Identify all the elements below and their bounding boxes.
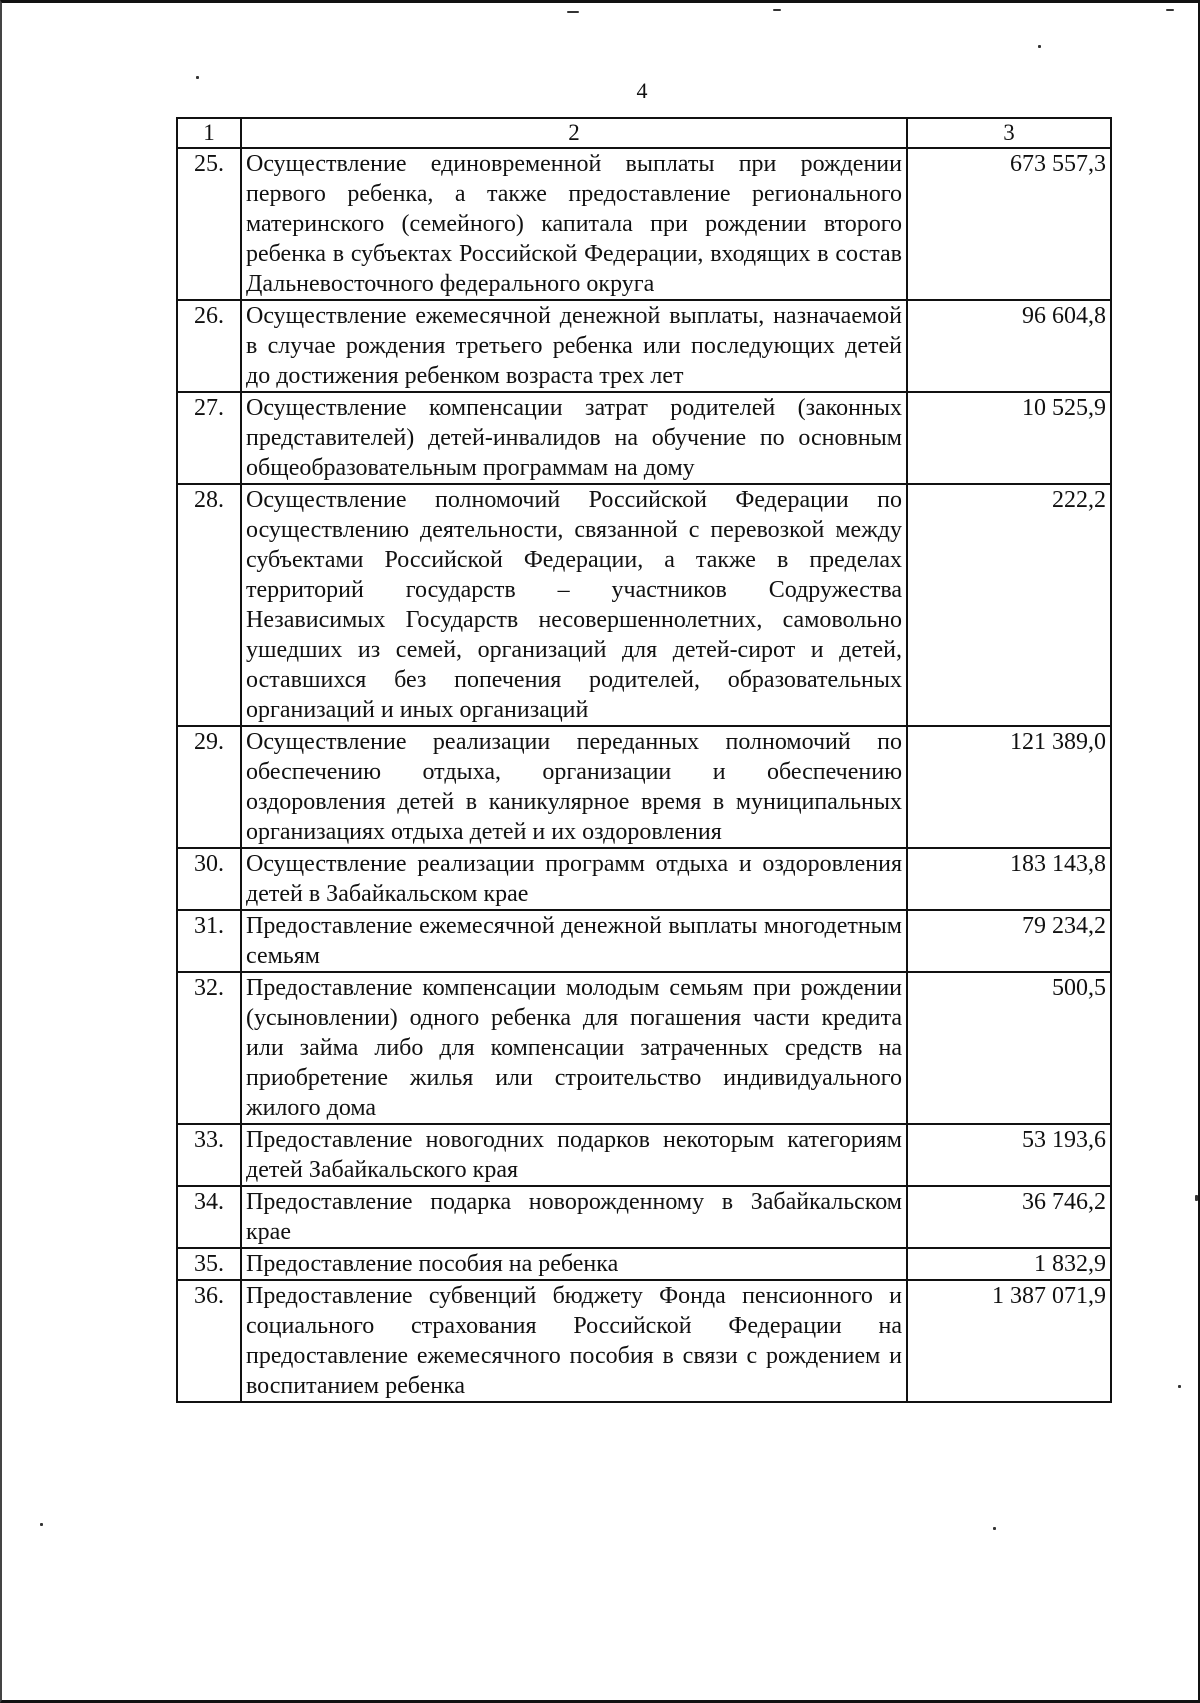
- row-amount: 79 234,2: [907, 910, 1111, 972]
- row-amount: 673 557,3: [907, 148, 1111, 300]
- row-amount: 36 746,2: [907, 1186, 1111, 1248]
- row-amount: 53 193,6: [907, 1124, 1111, 1186]
- row-number: 33.: [177, 1124, 241, 1186]
- table-row: [177, 300, 1111, 392]
- row-description: Осуществление ежемесячной денежной выплаты, назначаемой в случае рождения третьего ребенка или последующих детей до достижения ребенком возраста трех лет: [241, 300, 907, 392]
- row-amount: 1 387 071,9: [907, 1280, 1111, 1402]
- page-number: 4: [636, 78, 648, 103]
- row-amount: 500,5: [907, 972, 1111, 1124]
- table-row: [177, 1186, 1111, 1248]
- row-description: Предоставление новогодних подарков некоторым категориям детей Забайкальского края: [241, 1124, 907, 1186]
- table-row: [177, 148, 1111, 300]
- row-description: Предоставление ежемесячной денежной выплаты многодетным семьям: [241, 910, 907, 972]
- scan-speck: [993, 1527, 996, 1530]
- row-description: Предоставление субвенций бюджету Фонда пенсионного и социального страхования Российской Федерации на предоставление ежемесячного пособия в связи с рождением и воспитанием ребенка: [241, 1280, 907, 1402]
- data-table: [176, 117, 1112, 1403]
- row-amount: 10 525,9: [907, 392, 1111, 484]
- row-amount: 121 389,0: [907, 726, 1111, 848]
- table-row: [177, 1248, 1111, 1280]
- table-row: [177, 972, 1111, 1124]
- row-description: Осуществление единовременной выплаты при рождении первого ребенка, а также предоставление регионального материнского (семейного) капитала при рождении второго ребенка в субъектах Российской Федерации, входящих в состав Дальневосточного федерального округа: [241, 148, 907, 300]
- table-row: [177, 848, 1111, 910]
- row-description: Предоставление пособия на ребенка: [241, 1248, 907, 1280]
- table-header-row: [177, 118, 1111, 148]
- scan-speck: [1178, 1385, 1181, 1388]
- table-row: [177, 1124, 1111, 1186]
- row-description: Предоставление компенсации молодым семьям при рождении (усыновлении) одного ребенка для погашения части кредита или займа либо для компенсации затраченных средств на приобретение жилья или строительство индивидуального жилого дома: [241, 972, 907, 1124]
- row-number: 34.: [177, 1186, 241, 1248]
- row-description: Предоставление подарка новорожденному в Забайкальском крае: [241, 1186, 907, 1248]
- row-number: 25.: [177, 148, 241, 300]
- row-amount: 222,2: [907, 484, 1111, 726]
- scan-speck: [1166, 9, 1174, 11]
- scan-speck: [773, 9, 781, 11]
- table-row: [177, 392, 1111, 484]
- row-number: 28.: [177, 484, 241, 726]
- table-row: [177, 484, 1111, 726]
- header-col-1: 1: [177, 118, 241, 148]
- table-row: [177, 726, 1111, 848]
- row-number: 35.: [177, 1248, 241, 1280]
- table-row: [177, 910, 1111, 972]
- row-amount: 183 143,8: [907, 848, 1111, 910]
- row-number: 27.: [177, 392, 241, 484]
- row-number: 36.: [177, 1280, 241, 1402]
- row-number: 30.: [177, 848, 241, 910]
- row-number: 31.: [177, 910, 241, 972]
- header-col-3: 3: [907, 118, 1111, 148]
- row-description: Осуществление реализации программ отдыха и оздоровления детей в Забайкальском крае: [241, 848, 907, 910]
- table-row: [177, 1280, 1111, 1402]
- scan-speck: [567, 11, 579, 13]
- row-amount: 1 832,9: [907, 1248, 1111, 1280]
- row-description: Осуществление реализации переданных полномочий по обеспечению отдыха, организации и обеспечению оздоровления детей в каникулярное время в муниципальных организациях отдыха детей и их оздоровления: [241, 726, 907, 848]
- scan-speck: [1195, 1195, 1198, 1201]
- header-col-2: 2: [241, 118, 907, 148]
- row-amount: 96 604,8: [907, 300, 1111, 392]
- row-number: 32.: [177, 972, 241, 1124]
- row-description: Осуществление полномочий Российской Федерации по осуществлению деятельности, связанной с перевозкой между субъектами Российской Федерации, а также в пределах территорий государств – участников Содружества Независимых Государств несовершеннолетних, самовольно ушедших из семей, организаций для детей-сирот и детей, оставшихся без попечения родителей, образовательных организаций и иных организаций: [241, 484, 907, 726]
- scan-speck: [40, 1523, 43, 1526]
- row-number: 29.: [177, 726, 241, 848]
- row-description: Осуществление компенсации затрат родителей (законных представителей) детей-инвалидов на обучение по основным общеобразовательным программам на дому: [241, 392, 907, 484]
- row-number: 26.: [177, 300, 241, 392]
- scan-speck: [1038, 45, 1041, 48]
